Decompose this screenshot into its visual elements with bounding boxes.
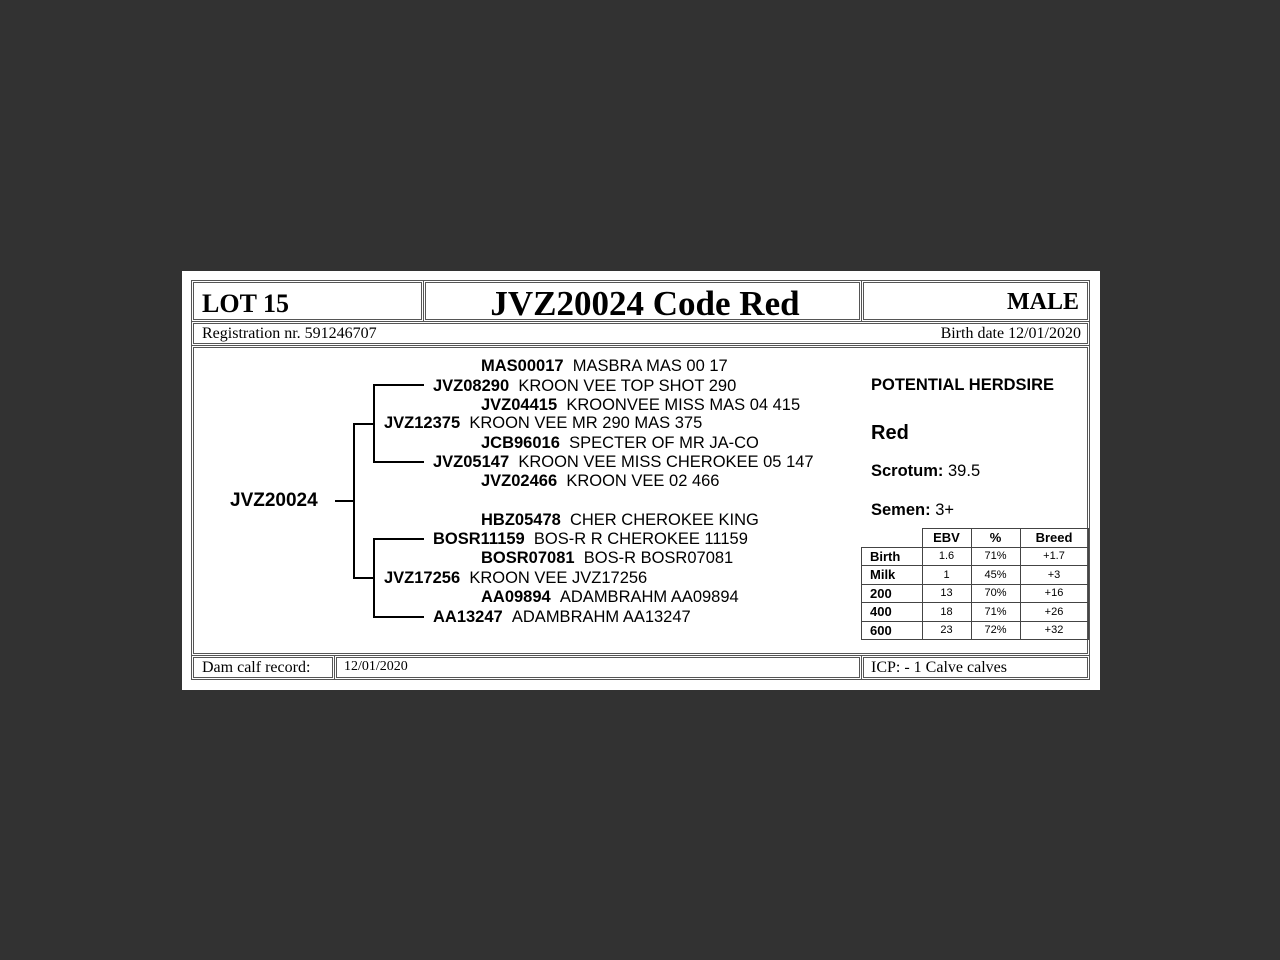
dam-calf-label: Dam calf record: [202,659,311,676]
sire-sire-dam: JVZ04415 KROONVEE MISS MAS 04 415 [481,396,801,414]
dam-sire-dam: BOSR07081 BOS-R BOSR07081 [481,549,734,567]
breed-col-header: Breed [1020,529,1088,548]
sire-dam-dam: JVZ02466 KROON VEE 02 466 [481,472,720,490]
lot-number: LOT 15 [202,289,289,318]
ebv-row: 400 18 71% +26 [862,603,1089,622]
registration-row [191,321,1090,346]
sex-box [861,280,1090,322]
dam-dam-sire: AA09894 ADAMBRAHM AA09894 [481,588,739,606]
pct-col-header: % [971,529,1020,548]
dam-sire-sire: HBZ05478 CHER CHEROKEE KING [481,511,759,529]
ebv-row: 600 23 72% +32 [862,621,1089,640]
ebv-col-header: EBV [922,529,971,548]
sire-sire: JVZ08290 KROON VEE TOP SHOT 290 [433,377,737,395]
animal-title: JVZ20024 Code Red [490,284,800,323]
ebv-row: Milk 1 45% +3 [862,566,1089,585]
semen-score: Semen: 3+ [871,501,955,519]
registration-number: Registration nr. 591246707 [202,325,377,342]
sire-sire-sire: MAS00017 MASBRA MAS 00 17 [481,357,728,375]
ebv-header-row [862,529,1089,548]
birth-date: Birth date 12/01/2020 [940,325,1081,342]
scrotum-measure: Scrotum: 39.5 [871,462,981,480]
dam: JVZ17256 KROON VEE JVZ17256 [384,569,648,587]
sire: JVZ12375 KROON VEE MR 290 MAS 375 [384,414,703,432]
title-box [423,280,862,322]
animal-sex: MALE [1007,289,1079,315]
coat-color: Red [871,422,909,444]
animal-id: JVZ20024 [230,490,318,511]
ebv-row: 200 13 70% +16 [862,584,1089,603]
dam-sire: BOSR11159 BOS-R R CHEROKEE 11159 [433,530,748,548]
lot-box [191,280,424,322]
dam-calf-label-box [191,655,335,680]
sire-dam-sire: JCB96016 SPECTER OF MR JA-CO [481,434,759,452]
icp-box [861,655,1090,680]
ebv-table [861,528,1089,640]
dam-dam: AA13247 ADAMBRAHM AA13247 [433,608,691,626]
dam-calf-value: 12/01/2020 [344,659,408,674]
sire-dam: JVZ05147 KROON VEE MISS CHEROKEE 05 147 [433,453,814,471]
ebv-row: Birth 1.6 71% +1.7 [862,547,1089,566]
status-label: POTENTIAL HERDSIRE [871,376,1055,394]
icp-record: ICP: - 1 Calve calves [871,659,1007,676]
lot-card [182,271,1100,690]
dam-calf-value-box [334,655,862,680]
